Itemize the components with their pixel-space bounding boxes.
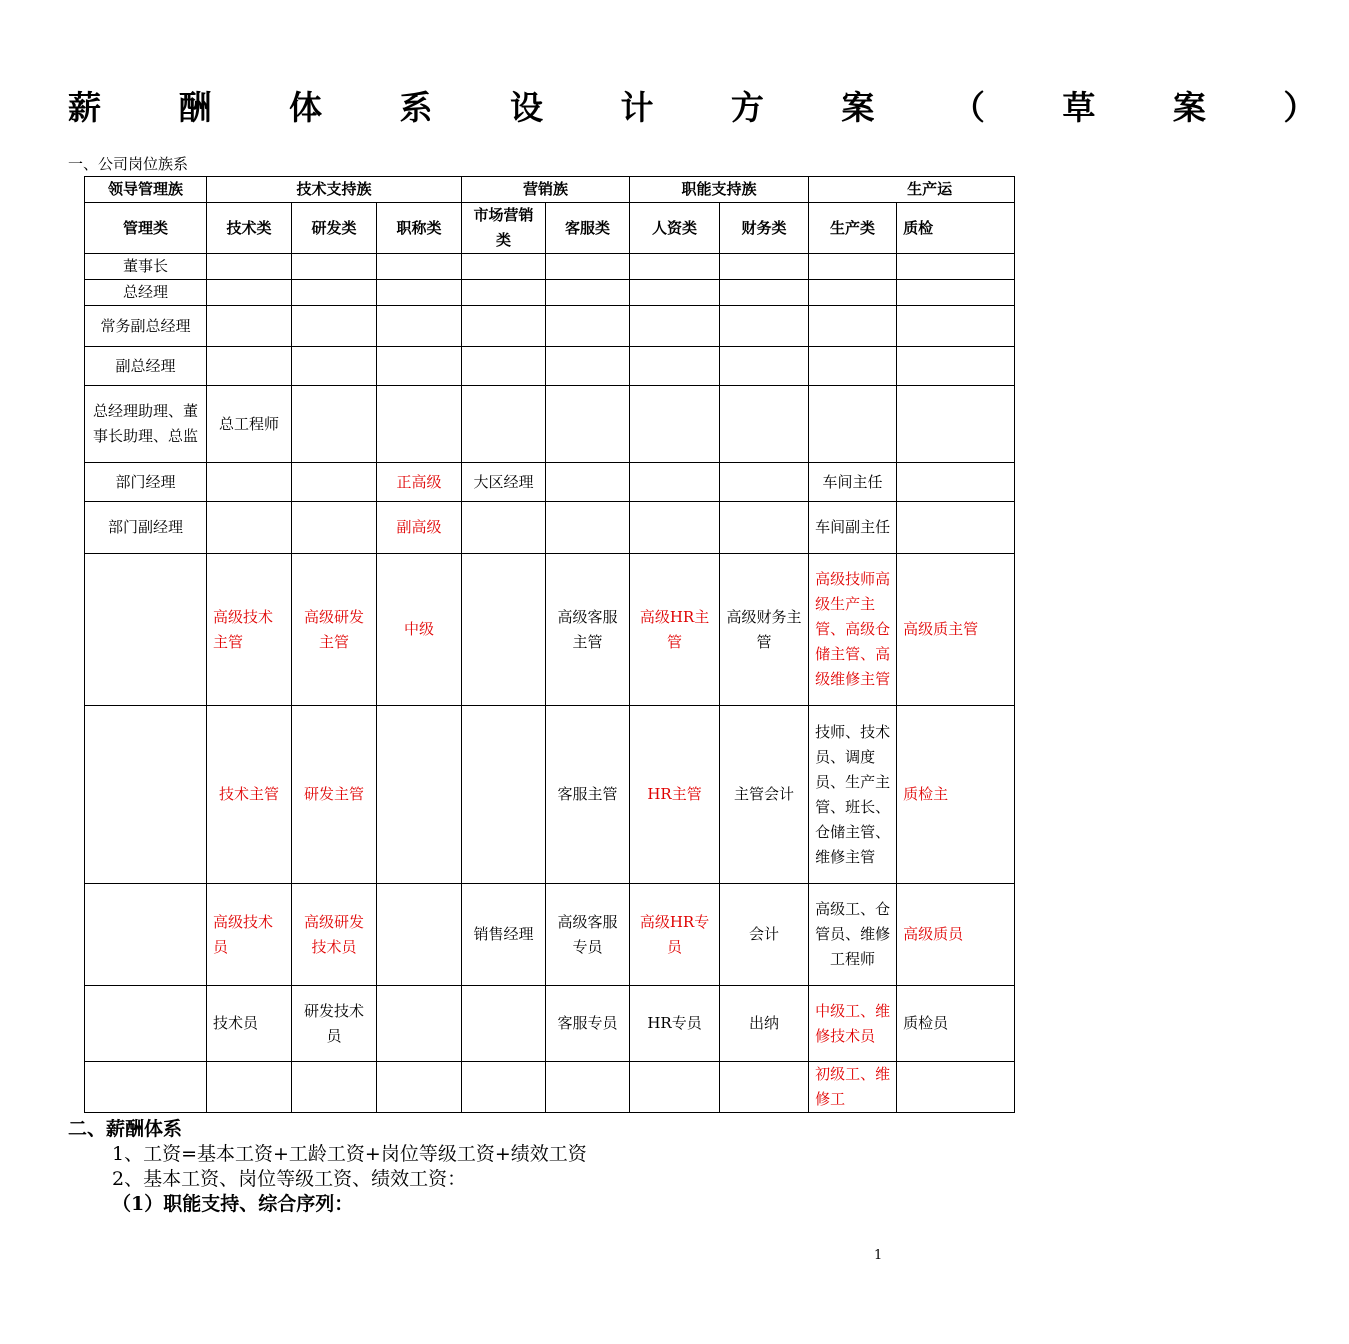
group-header: 生产运 xyxy=(809,177,1015,203)
group-header-row xyxy=(85,177,1015,203)
table-cell: 总经理助理、董事长助理、总监 xyxy=(85,386,207,463)
section-heading-2: 二、薪酬体系 xyxy=(68,1118,183,1140)
table-cell: 高级质员 xyxy=(897,884,1015,986)
group-header: 领导管理族 xyxy=(85,177,207,203)
table-row xyxy=(85,554,1015,706)
group-header: 职能支持族 xyxy=(630,177,809,203)
table-row xyxy=(85,502,1015,554)
category-header-row xyxy=(85,203,1015,254)
table-cell: 副总经理 xyxy=(85,347,207,386)
table-cell: 总工程师 xyxy=(207,386,292,463)
table-cell: 会计 xyxy=(720,884,809,986)
category-header: 技术类 xyxy=(207,203,292,254)
job-family-table-wrap xyxy=(84,176,979,1113)
table-cell: 高级客服主管 xyxy=(546,554,630,706)
table-cell: 中级工、维修技术员 xyxy=(809,986,897,1062)
table-cell: HR专员 xyxy=(630,986,720,1062)
page-number: 1 xyxy=(874,1248,883,1263)
job-family-table xyxy=(84,176,1015,1113)
table-cell: 技术主管 xyxy=(207,706,292,884)
category-header: 生产类 xyxy=(809,203,897,254)
category-header: 管理类 xyxy=(85,203,207,254)
table-cell: 部门副经理 xyxy=(85,502,207,554)
table-row xyxy=(85,463,1015,502)
document-title: 薪 酬 体 系 设 计 方 案 （ 草 案 ） xyxy=(68,88,1349,127)
table-cell: 质检员 xyxy=(897,986,1015,1062)
table-cell: 高级HR主管 xyxy=(630,554,720,706)
category-header: 市场营销类 xyxy=(462,203,546,254)
table-cell: 技术员 xyxy=(207,986,292,1062)
category-header: 人资类 xyxy=(630,203,720,254)
table-cell: 副高级 xyxy=(377,502,462,554)
table-cell: 技师、技术员、调度员、生产主管、班长、仓储主管、维修主管 xyxy=(809,706,897,884)
section-heading-1: 一、公司岗位族系 xyxy=(68,155,189,173)
table-cell: 研发技术员 xyxy=(292,986,377,1062)
table-cell: 中级 xyxy=(377,554,462,706)
table-cell: 销售经理 xyxy=(462,884,546,986)
group-header: 技术支持族 xyxy=(207,177,462,203)
table-cell: 大区经理 xyxy=(462,463,546,502)
table-cell: 客服专员 xyxy=(546,986,630,1062)
table-cell: HR主管 xyxy=(630,706,720,884)
table-cell: 高级技术员 xyxy=(207,884,292,986)
table-row xyxy=(85,1062,1015,1113)
table-cell: 高级财务主管 xyxy=(720,554,809,706)
table-row xyxy=(85,386,1015,463)
table-cell: 高级客服专员 xyxy=(546,884,630,986)
table-cell: 正高级 xyxy=(377,463,462,502)
table-cell: 客服主管 xyxy=(546,706,630,884)
table-cell: 主管会计 xyxy=(720,706,809,884)
table-cell: 高级研发主管 xyxy=(292,554,377,706)
table-cell: 高级HR专员 xyxy=(630,884,720,986)
table-cell: 部门经理 xyxy=(85,463,207,502)
category-header: 研发类 xyxy=(292,203,377,254)
table-cell: 总经理 xyxy=(85,280,207,306)
table-cell: 高级技术主管 xyxy=(207,554,292,706)
table-row xyxy=(85,254,1015,280)
table-cell: 质检主 xyxy=(897,706,1015,884)
table-cell: 高级研发技术员 xyxy=(292,884,377,986)
table-cell: 车间副主任 xyxy=(809,502,897,554)
group-header: 营销族 xyxy=(462,177,630,203)
table-cell: 董事长 xyxy=(85,254,207,280)
table-cell: 高级工、仓管员、维修工程师 xyxy=(809,884,897,986)
salary-formula: 1、工资=基本工资+工龄工资+岗位等级工资+绩效工资 xyxy=(112,1143,587,1165)
category-header: 客服类 xyxy=(546,203,630,254)
table-row xyxy=(85,706,1015,884)
table-cell: 车间主任 xyxy=(809,463,897,502)
table-row xyxy=(85,884,1015,986)
category-header: 职称类 xyxy=(377,203,462,254)
table-row xyxy=(85,306,1015,347)
table-row xyxy=(85,280,1015,306)
subsection-heading: （1）职能支持、综合序列： xyxy=(112,1193,354,1215)
table-cell: 研发主管 xyxy=(292,706,377,884)
table-cell: 高级技师高级生产主管、高级仓储主管、高级维修主管 xyxy=(809,554,897,706)
category-header: 财务类 xyxy=(720,203,809,254)
salary-components: 2、基本工资、岗位等级工资、绩效工资： xyxy=(112,1168,467,1190)
table-cell: 常务副总经理 xyxy=(85,306,207,347)
category-header: 质检 xyxy=(897,203,1015,254)
table-row xyxy=(85,347,1015,386)
table-cell: 高级质主管 xyxy=(897,554,1015,706)
table-row xyxy=(85,986,1015,1062)
table-cell: 出纳 xyxy=(720,986,809,1062)
table-cell: 初级工、维修工 xyxy=(809,1062,897,1113)
